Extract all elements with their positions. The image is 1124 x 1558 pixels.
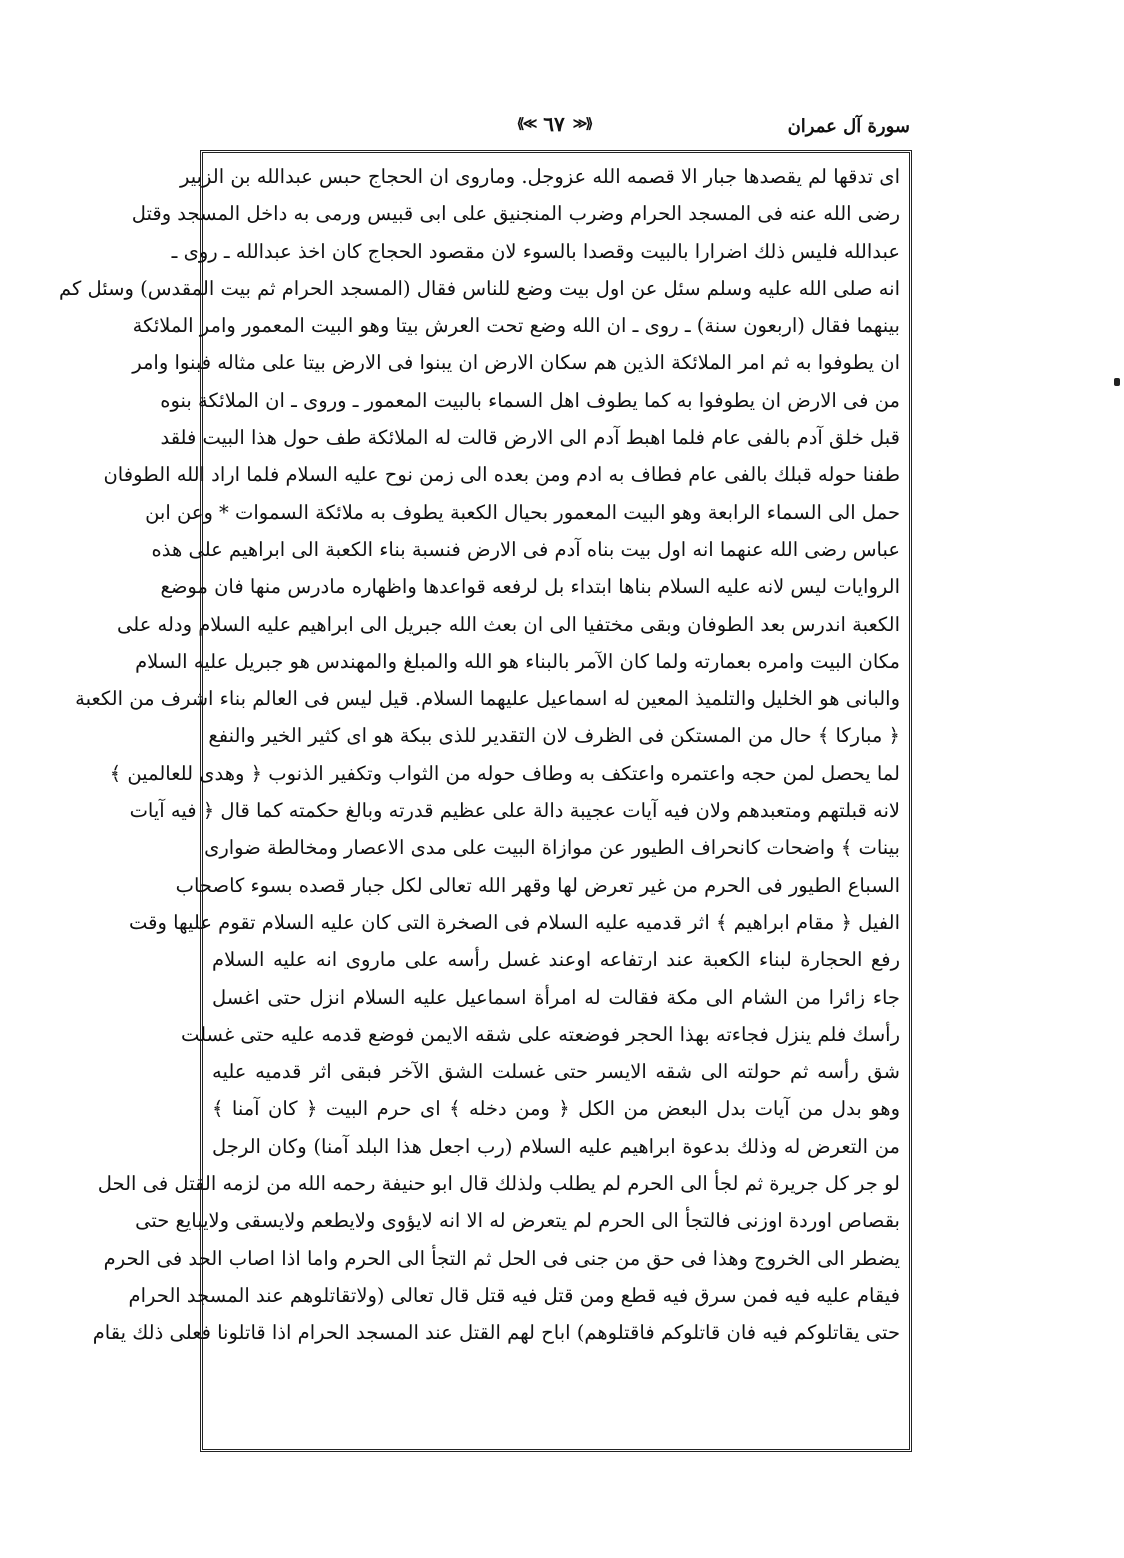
text-line: لو جر كل جريرة ثم لجأ الى الحرم لم يطلب ولذلك قال ابو حنيفة رحمه الله من لزمه القتل فى الحل — [97, 1172, 900, 1196]
text-line: ﴿ مباركا ﴾ حال من المستكن فى الظرف لان التقدير للذى ببكة هو اى كثير الخير والنفع — [208, 724, 900, 748]
text-line: السباع الطيور فى الحرم من غير تعرض لها وقهر الله تعالى لكل جبار قصده بسوء كاصحاب — [175, 873, 900, 897]
ornament-left: ⟪≪ — [516, 116, 536, 132]
text-line: رضى الله عنه فى المسجد الحرام وضرب المنجنيق على ابى قبيس ورمى به داخل المسجد وقتل — [131, 202, 900, 226]
text-line: بينهما فقال (اربعون سنة) ـ روى ـ ان الله وضع تحت العرش بيتا وهو البيت المعمور وامر الملائكة — [132, 314, 900, 338]
text-line: الروايات ليس لانه عليه السلام بناها ابتداء بل لرفعه قواعدها واظهاره مادرس منها فان موضع — [160, 575, 900, 599]
ornament-right: ≫⟫ — [572, 116, 592, 132]
text-line: اى تدقها لم يقصدها جبار الا قصمه الله عزوجل. وماروى ان الحجاج حبس عبدالله بن الزبير — [179, 165, 900, 188]
page-number-block — [517, 112, 591, 136]
text-line: عبدالله فليس ذلك اضرارا بالبيت وقصدا بالسوء لان مقصود الحجاج كان اخذ عبدالله ـ روى ـ — [171, 239, 900, 263]
surah-name: سورة آل عمران — [787, 116, 910, 137]
text-line: عباس رضى الله عنهما انه اول بيت بناه آدم فى الارض فنسبة بناء الكعبة الى ابراهيم على هذه — [151, 537, 900, 561]
text-line: مكان البيت وامره بعمارته ولما كان الآمر بالبناء هو الله والمبلغ والمهندس هو جبريل عليه السلام — [135, 649, 900, 673]
text-line: فيقام عليه فيه فمن سرق فيه قطع ومن قتل فيه قتل قال تعالى (ولاتقاتلوهم عند المسجد الحرام — [128, 1283, 900, 1307]
text-line: يضطر الى الخروج وهذا فى حق من جنى فى الحل ثم التجأ الى الحرم واما اذا اصاب الحد فى الحرم — [103, 1246, 900, 1270]
text-line: انه صلى الله عليه وسلم سئل عن اول بيت وضع للناس فقال (المسجد الحرام ثم بيت المقدس) وسئل كم — [59, 276, 900, 300]
page-header — [198, 112, 910, 146]
text-line: قبل خلق آدم بالفى عام فلما اهبط آدم الى الارض قالت له الملائكة طف حول هذا البيت فلقد — [160, 426, 900, 450]
text-line: من التعرض له وذلك بدعوة ابراهيم عليه السلام (رب اجعل هذا البلد آمنا) وكان الرجل — [212, 1134, 900, 1158]
text-line: ان يطوفوا به ثم امر الملائكة الذين هم سكان الارض ان يبنوا فى الارض بيتا على مثاله فبنوا وامر — [132, 351, 900, 375]
text-line: والبانى هو الخليل والتلميذ المعين له اسماعيل عليهما السلام. قيل ليس فى العالم بناء اشرف من الكعبة — [75, 687, 900, 711]
body-text — [59, 158, 900, 1352]
text-line: وهو بدل من آيات بدل البعض من الكل ﴿ ومن دخله ﴾ اى حرم البيت ﴿ كان آمنا ﴾ — [212, 1097, 900, 1121]
text-line: الكعبة اندرس بعد الطوفان وبقى مختفيا الى ان بعث الله جبريل الى ابراهيم عليه السلام ودله على — [116, 612, 900, 636]
text-line: لما يحصل لمن حجه واعتمره واعتكف به وطاف حوله من الثواب وتكفير الذنوب ﴿ وهدى للعالمين ﴾ — [109, 761, 900, 785]
text-line: لانه قبلتهم ومتعبدهم ولان فيه آيات عجيبة دالة على عظيم قدرته وبالغ حكمته كما قال ﴿ فيه آيات — [129, 799, 900, 823]
text-line: طفنا حوله قبلك بالفى عام فطاف به ادم ومن بعده الى زمن نوح عليه السلام فلما اراد الله الطوفان — [103, 463, 900, 487]
text-line: رفع الحجارة لبناء الكعبة عند ارتفاعه اوعند غسل رأسه على ماروى انه عليه السلام — [212, 948, 900, 972]
text-line: حمل الى السماء الرابعة وهو البيت المعمور بحيال الكعبة يطوف به ملائكة السموات * وعن ابن — [145, 500, 900, 524]
text-line: بقصاص اوردة اوزنى فالتجأ الى الحرم لم يتعرض له الا انه لايؤوى ولايطعم ولايسقى ولايبايع حتى — [135, 1209, 900, 1233]
text-line: من فى الارض ان يطوفوا به كما يطوف اهل السماء بالبيت المعمور ـ وروى ـ ان الملائكة بنوه — [160, 388, 900, 412]
text-line: شق رأسه ثم حولته الى شقه الايسر حتى غسلت الشق الآخر فبقى اثر قدميه عليه — [212, 1060, 900, 1084]
text-line: بينات ﴾ واضحات كانحراف الطيور عن موازاة البيت على مدى الاعصار ومخالطة ضوارى — [204, 836, 900, 860]
text-line: حتى يقاتلوكم فيه فان قاتلوكم فاقتلوهم) اباح لهم القتل عند المسجد الحرام اذا قاتلونا فعلى ذلك يقام — [92, 1321, 900, 1345]
margin-mark — [1114, 378, 1120, 386]
text-line: الفيل ﴿ مقام ابراهيم ﴾ اثر قدميه عليه السلام فى الصخرة التى كان عليه السلام تقوم عليها وقت — [128, 910, 900, 934]
text-line: رأسك فلم ينزل فجاءته بهذا الحجر فوضعته على شقه الايمن فوضع قدمه عليه حتى غسلت — [180, 1022, 900, 1046]
text-line: جاء زائرا من الشام الى مكة فقالت له امرأة اسماعيل عليه السلام انزل حتى اغسل — [212, 985, 900, 1009]
page-number: ٦٧ — [543, 112, 565, 136]
